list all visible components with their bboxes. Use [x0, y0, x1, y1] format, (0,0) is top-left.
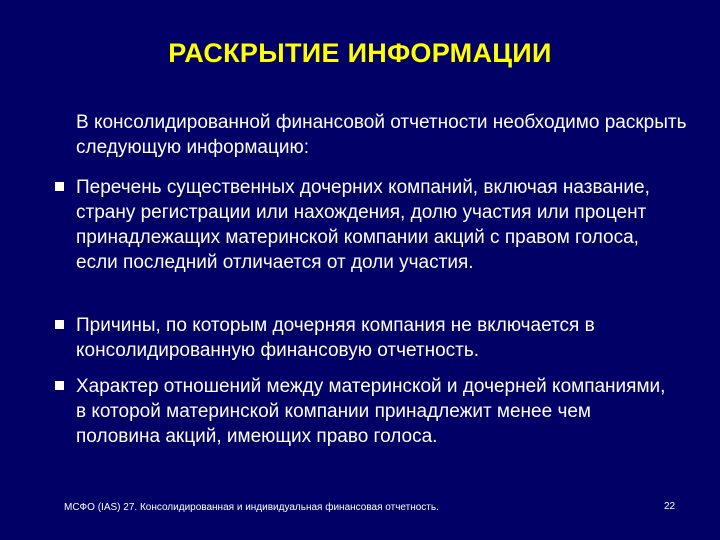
bullet-item: [76, 313, 676, 363]
bullet-item: [76, 175, 676, 275]
bullet-text: Перечень существенных дочерних компаний, включая название, страну регистрации или нахождения, долю участия или процент принадлежащих материнской компании акций с правом голоса, если последний отличается от доли участия.: [76, 177, 650, 273]
bullet-text: Характер отношений между материнской и дочерней компаниями, в которой материнской компании принадлежит менее чем половина акций, имеющих право голоса.: [76, 376, 666, 447]
footer-source: МСФО (IAS) 27. Консолидированная и индивидуальная финансовая отчетность.: [64, 502, 439, 513]
square-bullet-icon: [55, 182, 64, 191]
square-bullet-icon: [55, 381, 64, 390]
bullet-item: [76, 374, 676, 449]
square-bullet-icon: [55, 320, 64, 329]
bullet-text: Причины, по которым дочерняя компания не включается в консолидированную финансовую отчетность.: [76, 315, 595, 361]
slide-title: РАСКРЫТИЕ ИНФОРМАЦИИ: [168, 38, 552, 68]
intro-text: В консолидированной финансовой отчетности необходимо раскрыть следующую информацию:: [76, 112, 687, 158]
page-number: 22: [664, 501, 676, 512]
